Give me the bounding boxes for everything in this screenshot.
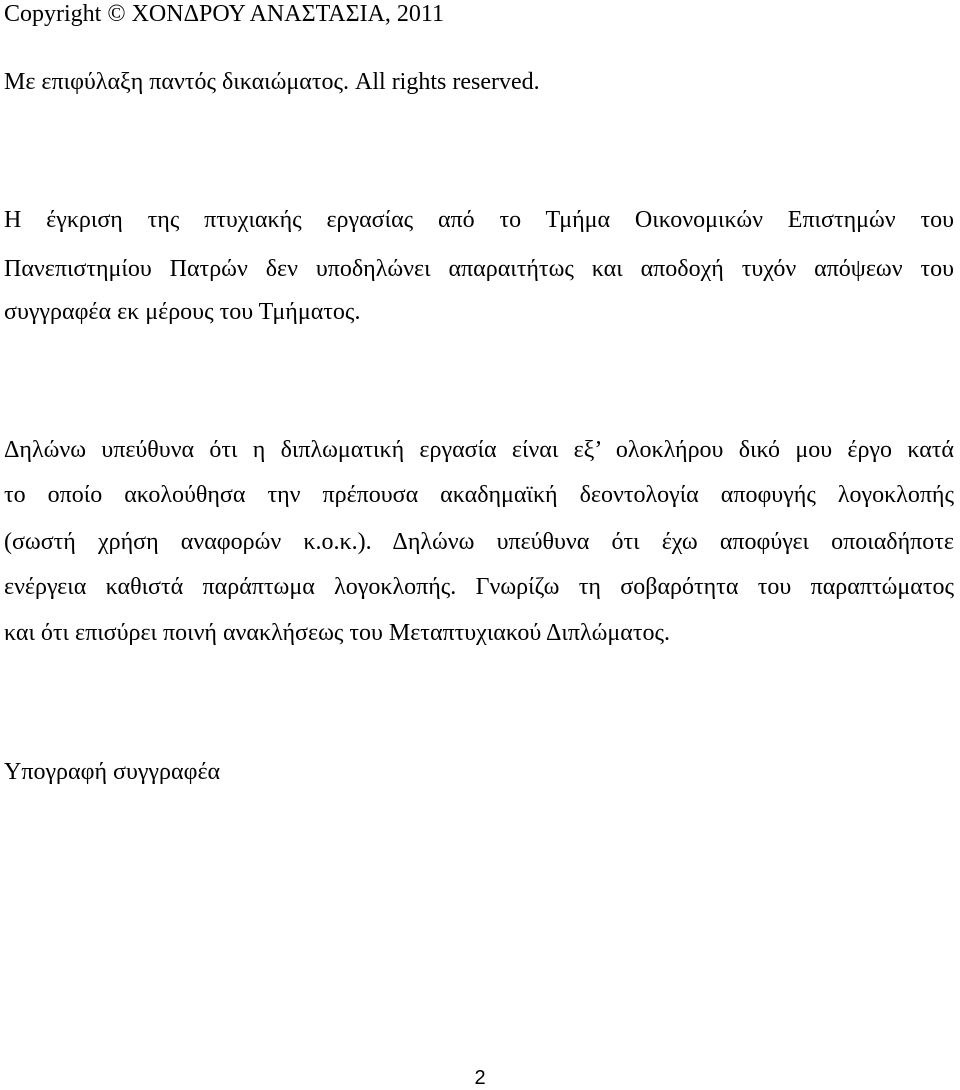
page-number: 2 — [474, 1067, 486, 1089]
declaration-line: το οποίο ακολούθησα την πρέπουσα ακαδημαϊκή δεοντολογία αποφυγής λογοκλοπής — [4, 482, 954, 508]
approval-line: Η έγκριση της πτυχιακής εργασίας από το Τμήμα Οικονομικών Επιστημών του — [4, 207, 954, 233]
declaration-line: και ότι επισύρει ποινή ανακλήσεως του Μεταπτυχιακού Διπλώματος. — [4, 620, 671, 646]
signature-label: Υπογραφή συγγραφέα — [4, 759, 221, 785]
rights-reserved-line: Με επιφύλαξη παντός δικαιώματος. All rights reserved. — [4, 69, 540, 95]
copyright-line: Copyright © ΧΟΝΔΡΟΥ ΑΝΑΣΤΑΣΙΑ, 2011 — [4, 1, 445, 27]
approval-line: Πανεπιστημίου Πατρών δεν υποδηλώνει απαραιτήτως και αποδοχή τυχόν απόψεων του — [4, 256, 954, 282]
declaration-line: (σωστή χρήση αναφορών κ.ο.κ.). Δηλώνω υπεύθυνα ότι έχω αποφύγει οποιαδήποτε — [4, 529, 954, 555]
declaration-line: Δηλώνω υπεύθυνα ότι η διπλωματική εργασία είναι εξ’ ολοκλήρου δικό μου έργο κατά — [4, 437, 954, 463]
approval-line: συγγραφέα εκ μέρους του Τμήματος. — [4, 299, 361, 325]
declaration-line: ενέργεια καθιστά παράπτωμα λογοκλοπής. Γνωρίζω τη σοβαρότητα του παραπτώματος — [4, 574, 954, 600]
